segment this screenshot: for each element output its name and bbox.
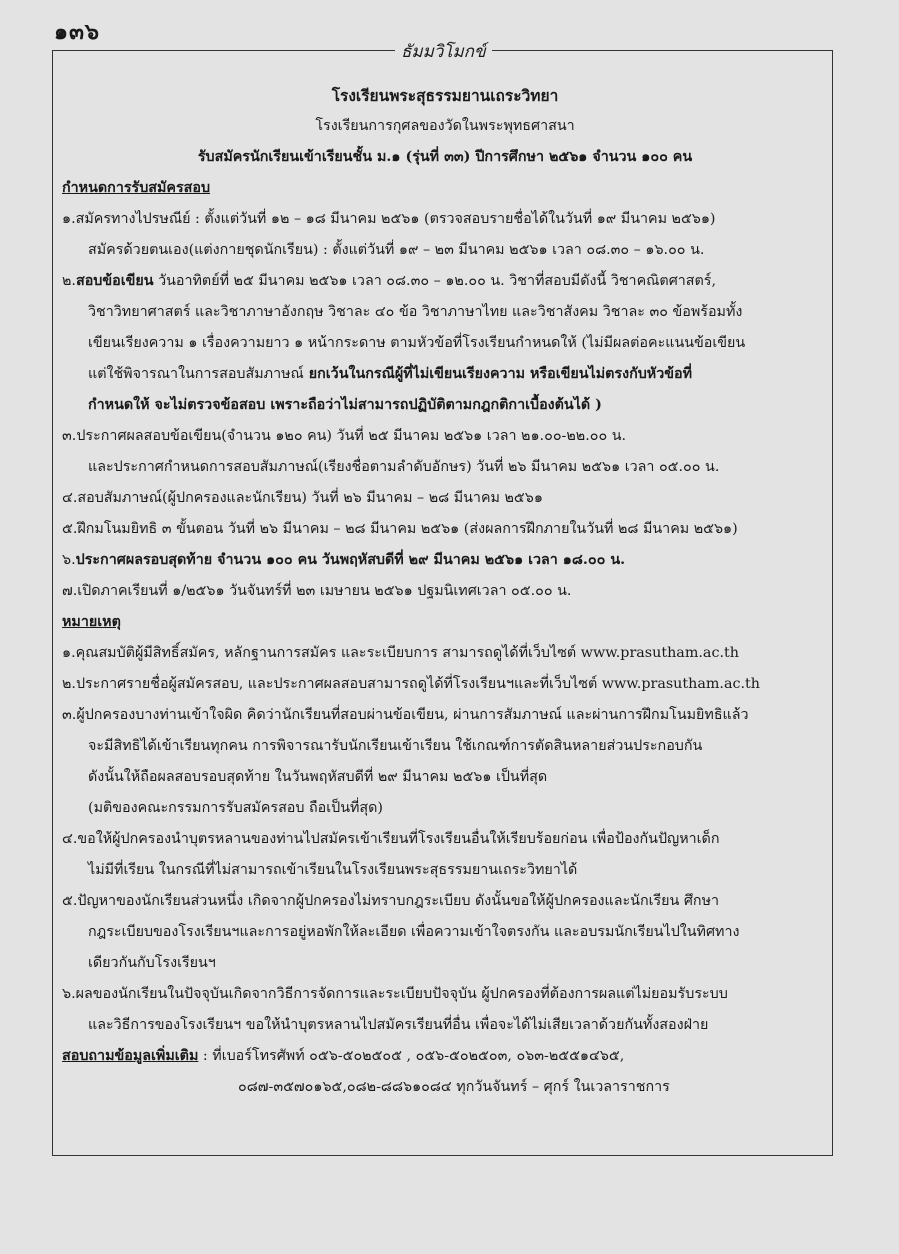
- item-text: วันอาทิตย์ที่ ๒๕ มีนาคม ๒๕๖๑ เวลา ๐๘.๓๐ – ๑๒.๐๐ น. วิชาที่สอบมีดังนี้ วิชาคณิตศาสตร์,: [153, 273, 717, 289]
- note-item-3: [62, 700, 828, 731]
- schedule-item-2-line-5: กำหนดให้ จะไม่ตรวจข้อสอบ เพราะถือว่าไม่สามารถปฏิบัติตามกฎกติกาเบื้องต้นได้ ): [88, 397, 602, 413]
- note-item-1: [62, 638, 828, 669]
- item-number: ๕.: [62, 893, 78, 909]
- item-number: ๒.: [62, 676, 76, 692]
- note-item-6: [62, 979, 828, 1010]
- notes-heading: หมายเหตุ: [62, 614, 121, 630]
- document-content: [62, 80, 828, 1103]
- item-number: ๒.: [62, 273, 76, 289]
- item-text: ผู้ปกครองบางท่านเข้าใจผิด คิดว่านักเรียนที่สอบผ่านข้อเขียน, ผ่านการสัมภาษณ์ และผ่านการฝึกมโนมยิทธิแล้ว: [76, 707, 749, 723]
- item-text: สอบสัมภาษณ์(ผู้ปกครองและนักเรียน) วันที่ ๒๖ มีนาคม – ๒๘ มีนาคม ๒๕๖๑: [77, 490, 543, 506]
- note-item-2: [62, 669, 828, 700]
- item-text: ประกาศผลรอบสุดท้าย จำนวน ๑๐๐ คน วันพฤหัสบดีที่ ๒๙ มีนาคม ๒๕๖๑ เวลา ๑๘.๐๐ น.: [75, 552, 626, 568]
- note-item-5: [62, 886, 828, 917]
- schedule-item-5: [62, 514, 828, 545]
- item-number: ๖.: [62, 986, 76, 1002]
- item-number: ๑.: [62, 645, 76, 661]
- item-number: ๓.: [62, 707, 77, 723]
- note-item-5-line-2: กฎระเบียบของโรงเรียนฯและการอยู่หอพักให้ละเอียด เพื่อความเข้าใจตรงกัน และอบรมนักเรียนไปในทิศทาง: [88, 924, 740, 940]
- item-number: ๕.: [62, 521, 78, 537]
- item-text: ประกาศผลสอบข้อเขียน(จำนวน ๑๒๐ คน) วันที่ ๒๕ มีนาคม ๒๕๖๑ เวลา ๒๑.๐๐-๒๒.๐๐ น.: [76, 428, 627, 444]
- school-subtitle: โรงเรียนการกุศลของวัดในพระพุทธศาสนา: [315, 118, 575, 134]
- contact-line-2: ๐๘๗-๓๕๗๐๑๖๕,๐๘๒-๘๘๖๑๐๘๔ ทุกวันจันทร์ – ศุกร์ ในเวลาราชการ: [238, 1079, 670, 1095]
- schedule-item-3: [62, 421, 828, 452]
- note-item-3-line-3: ดังนั้นให้ถือผลสอบรอบสุดท้าย ในวันพฤหัสบดีที่ ๒๙ มีนาคม ๒๕๖๑ เป็นที่สุด: [88, 769, 548, 785]
- note-item-5-line-3: เดียวกันกับโรงเรียนฯ: [88, 955, 216, 971]
- schedule-item-3-line-2: และประกาศกำหนดการสอบสัมภาษณ์(เรียงชื่อตามลำดับอักษร) วันที่ ๒๖ มีนาคม ๒๕๖๑ เวลา ๐๕.๐๐ น.: [88, 459, 720, 475]
- note-item-4: [62, 824, 828, 855]
- item-bold-lead: สอบข้อเขียน: [75, 273, 154, 289]
- item-text: ปัญหาของนักเรียนส่วนหนึ่ง เกิดจากผู้ปกครองไม่ทราบกฎระเบียบ ดังนั้นขอให้ผู้ปกครองและนักเรียน ศึกษา: [77, 893, 720, 909]
- schedule-item-4: [62, 483, 828, 514]
- schedule-item-2-line-2: วิชาวิทยาศาสตร์ และวิชาภาษาอังกฤษ วิชาละ ๔๐ ข้อ วิชาภาษาไทย และวิชาสังคม วิชาละ ๓๐ ข้อพร้อมทั้ง: [88, 304, 743, 320]
- schedule-item-6: [62, 545, 828, 576]
- schedule-item-1: [62, 204, 828, 235]
- item-text: ประกาศรายชื่อผู้สมัครสอบ, และประกาศผลสอบสามารถดูได้ที่โรงเรียนฯและที่เว็บไซต์ www.prasutham.ac.th: [75, 676, 760, 692]
- item-number: ๗.: [62, 583, 78, 599]
- admission-announcement: รับสมัครนักเรียนเข้าเรียนชั้น ม.๑ (รุ่นที่ ๓๓) ปีการศึกษา ๒๕๖๑ จำนวน ๑๐๐ คน: [197, 149, 693, 165]
- item-number: ๔.: [62, 490, 78, 506]
- schedule-item-1-line-2: สมัครด้วยตนเอง(แต่งกายชุดนักเรียน) : ตั้งแต่วันที่ ๑๙ – ๒๓ มีนาคม ๒๕๖๑ เวลา ๐๘.๓๐ – ๑๖.๐๐ น.: [88, 242, 705, 258]
- school-title: โรงเรียนพระสุธรรมยานเถระวิทยา: [331, 86, 559, 105]
- item-number: ๔.: [62, 831, 78, 847]
- header-label: ธัมมวิโมกข์: [395, 38, 492, 65]
- note-item-3-line-4: (มติของคณะกรรมการรับสมัครสอบ ถือเป็นที่สุด): [88, 800, 384, 816]
- schedule-item-2-line-4: [62, 359, 828, 390]
- item-bold-tail: ยกเว้นในกรณีผู้ที่ไม่เขียนเรียงความ หรือเขียนไม่ตรงกับหัวข้อที่: [303, 366, 693, 382]
- item-text: ผลของนักเรียนในปัจจุบันเกิดจากวิธีการจัดการและระเบียบปัจจุบัน ผู้ปกครองที่ต้องการผลแต่ไม่ยอมรับระบบ: [75, 986, 728, 1002]
- item-number: ๓.: [62, 428, 77, 444]
- schedule-item-2-line-3: เขียนเรียงความ ๑ เรื่องความยาว ๑ หน้ากระดาษ ตามหัวข้อที่โรงเรียนกำหนดให้ (ไม่มีผลต่อคะแนนข้อเขียน: [88, 335, 746, 351]
- item-text: ฝึกมโนมยิทธิ ๓ ขั้นตอน วันที่ ๒๖ มีนาคม – ๒๘ มีนาคม ๒๕๖๑ (ส่งผลการฝึกภายในวันที่ ๒๘ มีนาคม ๒๕๖๑): [77, 521, 738, 537]
- item-number: ๑.: [62, 211, 76, 227]
- page-number: ๑๓๖: [54, 19, 100, 45]
- item-number: ๖.: [62, 552, 76, 568]
- note-item-3-line-2: จะมีสิทธิได้เข้าเรียนทุกคน การพิจารณารับนักเรียนเข้าเรียน ใช้เกณฑ์การตัดสินหลายส่วนประกอบกัน: [88, 738, 703, 754]
- schedule-item-7: [62, 576, 828, 607]
- contact-line-1: [62, 1041, 828, 1072]
- contact-label: สอบถามข้อมูลเพิ่มเติม: [62, 1048, 199, 1064]
- schedule-item-2: [62, 266, 828, 297]
- item-text: สมัครทางไปรษณีย์ : ตั้งแต่วันที่ ๑๒ – ๑๘ มีนาคม ๒๕๖๑ (ตรวจสอบรายชื่อได้ในวันที่ ๑๙ มีนาคม ๒๕๖๑): [75, 211, 716, 227]
- item-text: เปิดภาคเรียนที่ ๑/๒๕๖๑ วันจันทร์ที่ ๒๓ เมษายน ๒๕๖๑ ปฐมนิเทศเวลา ๐๕.๐๐ น.: [77, 583, 572, 599]
- item-text: ขอให้ผู้ปกครองนำบุตรหลานของท่านไปสมัครเข้าเรียนที่โรงเรียนอื่นให้เรียบร้อยก่อน เพื่อป้องกันปัญหาเด็ก: [77, 831, 720, 847]
- schedule-heading: กำหนดการรับสมัครสอบ: [62, 180, 211, 196]
- contact-phones: : ที่เบอร์โทรศัพท์ ๐๕๖-๕๐๒๕๐๕ , ๐๕๖-๕๐๒๕๐๓, ๐๖๓-๒๕๕๑๔๖๕,: [198, 1048, 625, 1064]
- note-item-6-line-2: และวิธีการของโรงเรียนฯ ขอให้นำบุตรหลานไปสมัครเรียนที่อื่น เพื่อจะได้ไม่เสียเวลาด้วยกันทั้งสองฝ่าย: [88, 1017, 709, 1033]
- item-text: แต่ใช้พิจารณาในการสอบสัมภาษณ์: [88, 366, 304, 382]
- note-item-4-line-2: ไม่มีที่เรียน ในกรณีที่ไม่สามารถเข้าเรียนในโรงเรียนพระสุธรรมยานเถระวิทยาได้: [88, 862, 578, 878]
- item-text: คุณสมบัติผู้มีสิทธิ์สมัคร, หลักฐานการสมัคร และระเบียบการ สามารถดูได้ที่เว็บไซต์ www.prasutham.ac.th: [75, 645, 739, 661]
